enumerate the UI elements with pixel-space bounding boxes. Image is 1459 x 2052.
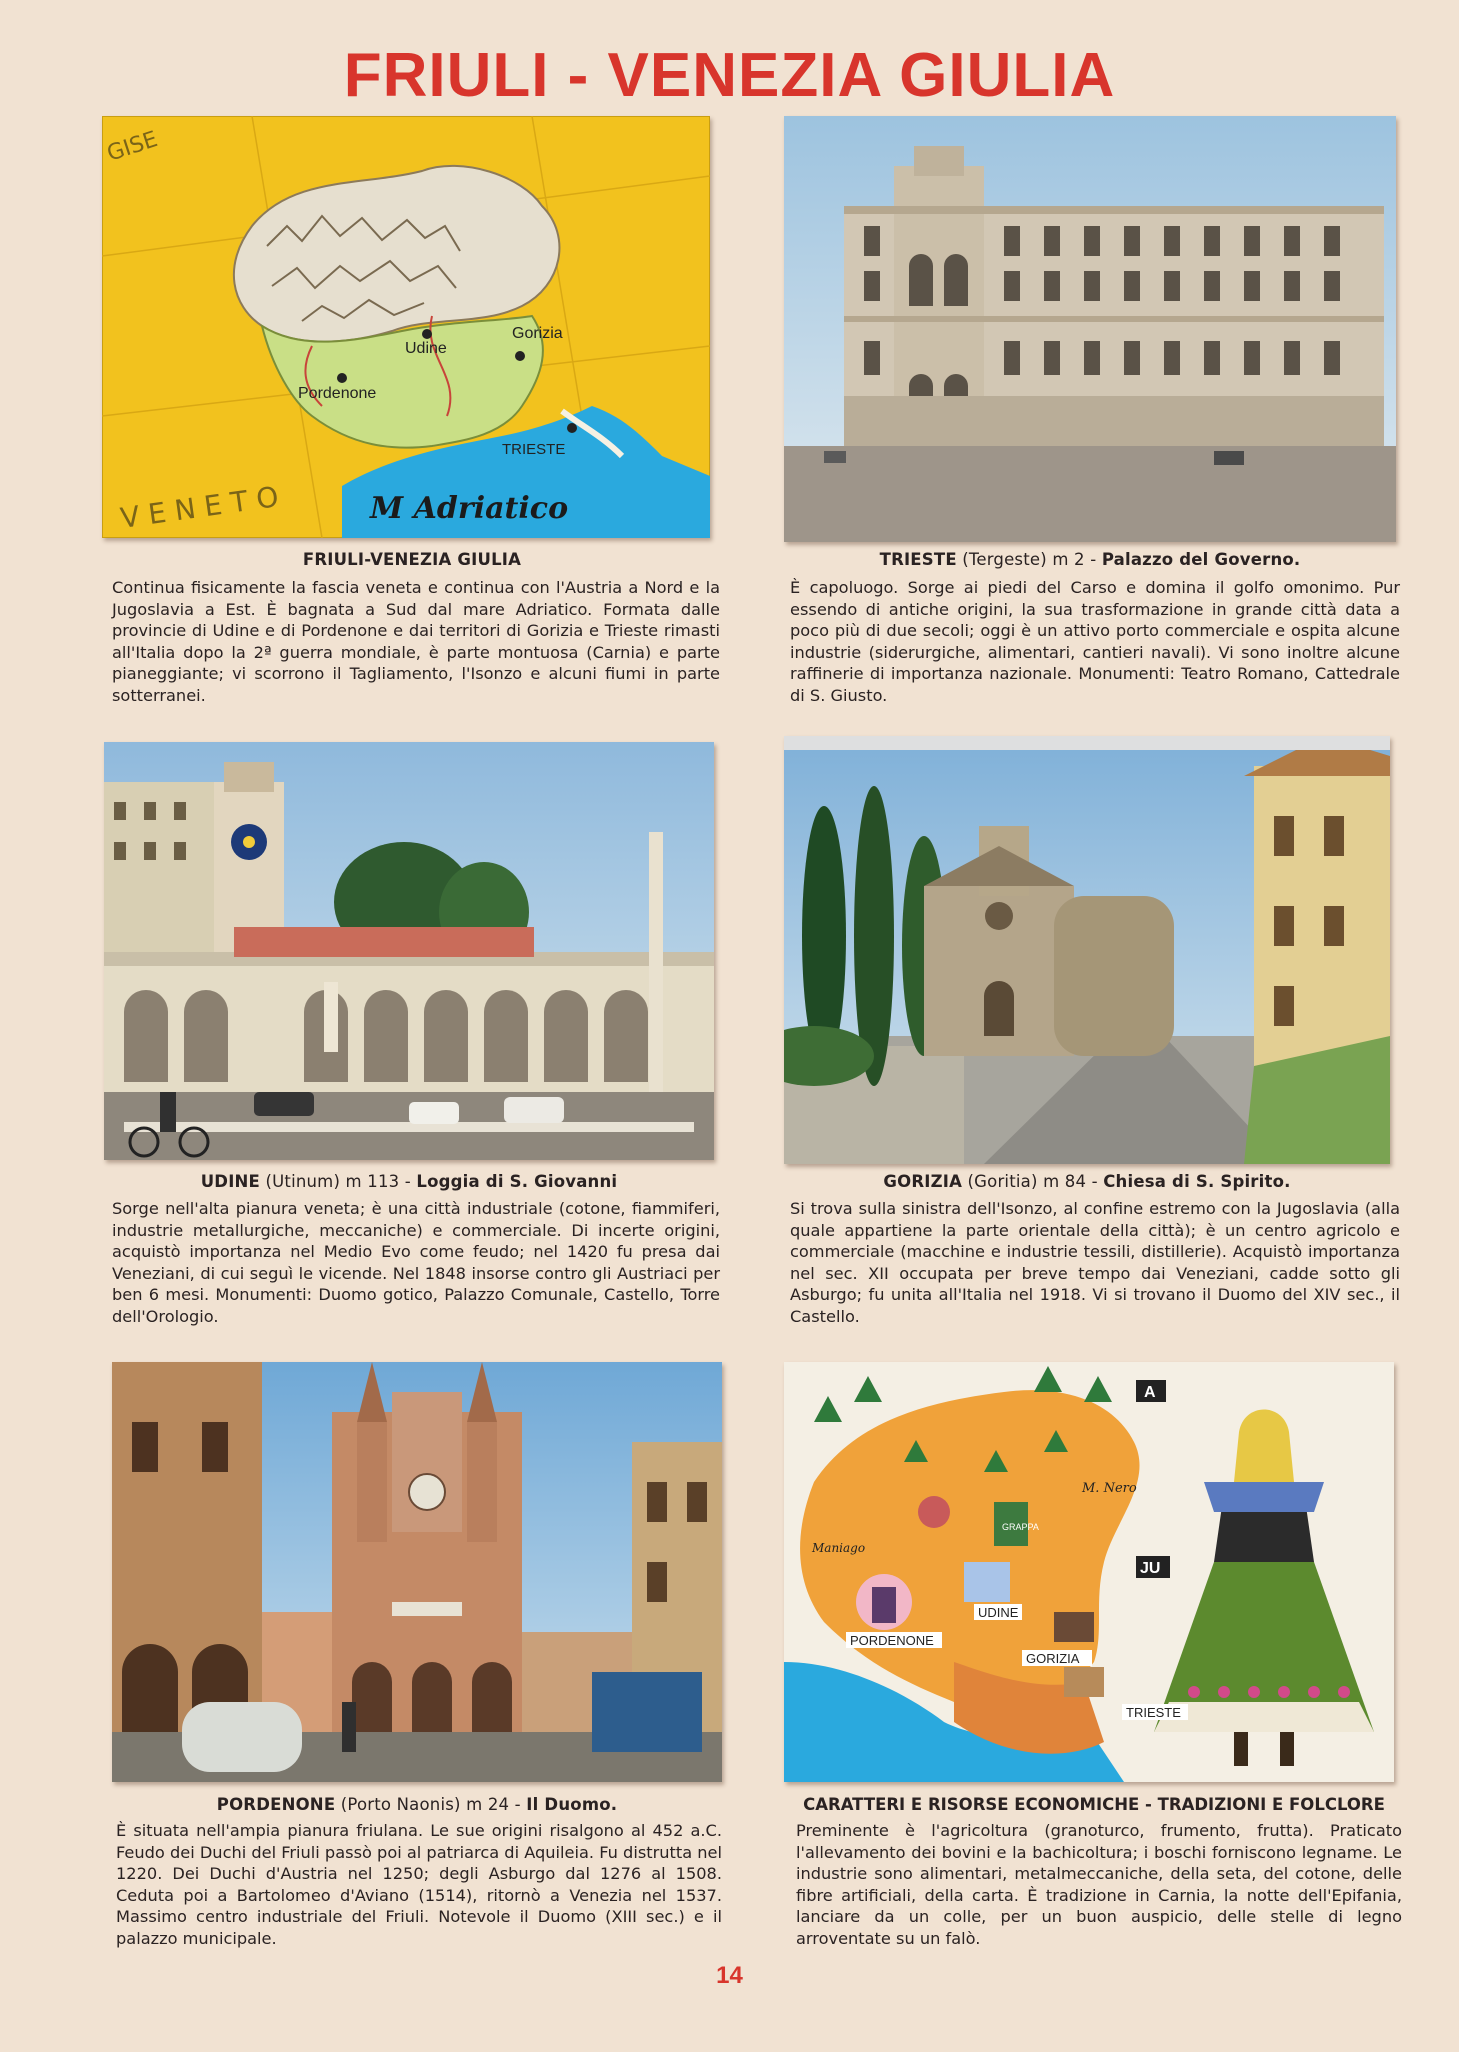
folk-label-nero: M. Nero [1082, 1481, 1137, 1496]
map-label-gorizia: Gorizia [512, 325, 563, 342]
map-label-trieste: TRIESTE [502, 441, 566, 458]
folk-label-udine: UDINE [978, 1605, 1019, 1620]
trieste-text: È capoluogo. Sorge ai piedi del Carso e domina il golfo omonimo. Pur essendo di antiche origini, la sua trasformazione in grande città data a poco più di due secoli; oggi è un attivo porto commerciale e ospita alcune industrie (siderurgiche, alimentari, cantieri navali). Vi sono inoltre alcune raffinerie di importanza nazionale. Monumenti: Teatro Romano, Cattedrale di S. Giusto. [790, 578, 1400, 705]
page-number: 14 [716, 1962, 743, 1989]
trieste-caption: TRIESTE (Tergeste) m 2 - Palazzo del Governo. [879, 550, 1301, 569]
pordenone-photo [112, 1362, 722, 1782]
folk-label-gorizia: GORIZIA [1026, 1651, 1080, 1666]
region-map-caption: FRIULI-VENEZIA GIULIA [302, 550, 522, 569]
page-title: FRIULI - VENEZIA GIULIA [343, 41, 1116, 110]
folk-label-pordenone: PORDENONE [850, 1633, 934, 1648]
pordenone-text: È situata nell'ampia pianura friulana. Le sue origini risalgono al 452 a.C. Feudo dei Duchi del Friuli passò poi al patriarca di Aquileia. Fu distrutta nel 1220. Dei Duchi d'Austria nel 1250; degli Asburgo dal 1276 al 1508. Ceduta poi a Bartolomeo d'Aviano (1514), ritornò a Venezia nel 1537. Massimo centro industriale del Friuli. Notevole il Duomo (XIII sec.) e il palazzo municipale. [116, 1821, 722, 1948]
folklore-illustration [784, 1362, 1394, 1782]
map-label-pordenone: Pordenone [298, 385, 377, 402]
region-map-image [102, 116, 710, 538]
folk-label-maniago: Maniago [812, 1541, 866, 1555]
folk-label-trieste: TRIESTE [1126, 1705, 1181, 1720]
pordenone-caption: PORDENONE (Porto Naonis) m 24 - Il Duomo. [216, 1795, 618, 1814]
udine-photo [104, 742, 714, 1160]
udine-text: Sorge nell'alta pianura veneta; è una città industriale (cotone, fiammiferi, industrie metallurgiche, meccaniche) e commerciale. Di incerte origini, acquistò importanza nel Medio Evo come feudo; nel 1420 fu presa dai Veneziani, di cui seguì le vicende. Nel 1848 insorse contro gli Austriaci per ben 6 mesi. Monumenti: Duomo gotico, Palazzo Comunale, Castello, Torre dell'Orologio. [112, 1199, 720, 1326]
map-label-sea: M Adriatico [370, 491, 569, 526]
gorizia-text: Si trova sulla sinistra dell'Isonzo, al confine estremo con la Jugoslavia (alla quale appartiene la parte orientale della città); è un centro agricolo e commerciale (macchine e industrie tessili, distillerie). Acquistò importanza nel sec. XII occupata per breve tempo dai Veneziani, cadde sotto gli Asburgo; fu unita all'Italia nel 1918. Vi si trovano il Duomo del XIV sec., il Castello. [790, 1199, 1400, 1326]
udine-caption: UDINE (Utinum) m 113 - Loggia di S. Giovanni [200, 1172, 618, 1191]
trieste-photo [784, 116, 1396, 542]
folk-label-grappa: GRAPPA [1002, 1522, 1039, 1532]
folk-label-a: A [1144, 1384, 1156, 1401]
map-label-edge-bottom: V E N E T O [118, 480, 281, 535]
folklore-text: Preminente è l'agricoltura (granoturco, frumento, frutta). Praticato l'allevamento dei bovini e la bachicoltura; i boschi forniscono legname. Le industrie sono alimentari, metalmeccaniche, della seta, del cotone, delle fibre artificiali, della carta. È tradizione in Carnia, la notte dell'Epifania, lanciare da un colle, per un buon auspicio, delle stelle di legno arroventate su un falò. [796, 1821, 1402, 1948]
map-label-udine: Udine [405, 340, 447, 357]
folk-label-ju: JU [1140, 1560, 1161, 1577]
gorizia-photo [784, 736, 1390, 1164]
map-label-edge-top: GISE [104, 127, 161, 167]
folklore-caption: CARATTERI E RISORSE ECONOMICHE - TRADIZIONI E FOLCLORE [803, 1795, 1385, 1814]
gorizia-caption: GORIZIA (Goritia) m 84 - Chiesa di S. Spirito. [883, 1172, 1291, 1191]
region-text: Continua fisicamente la fascia veneta e continua con l'Austria a Nord e la Jugoslavia a Est. È bagnata a Sud dal mare Adriatico. Formata dalle provincie di Udine e di Pordenone e dai territori di Gorizia e Trieste rimasti all'Italia dopo la 2ª guerra mondiale, è parte montuosa (Carnia) e parte pianeggiante; vi scorrono il Tagliamento, l'Isonzo e alcuni fiumi in parte sotterranei. [112, 578, 720, 705]
